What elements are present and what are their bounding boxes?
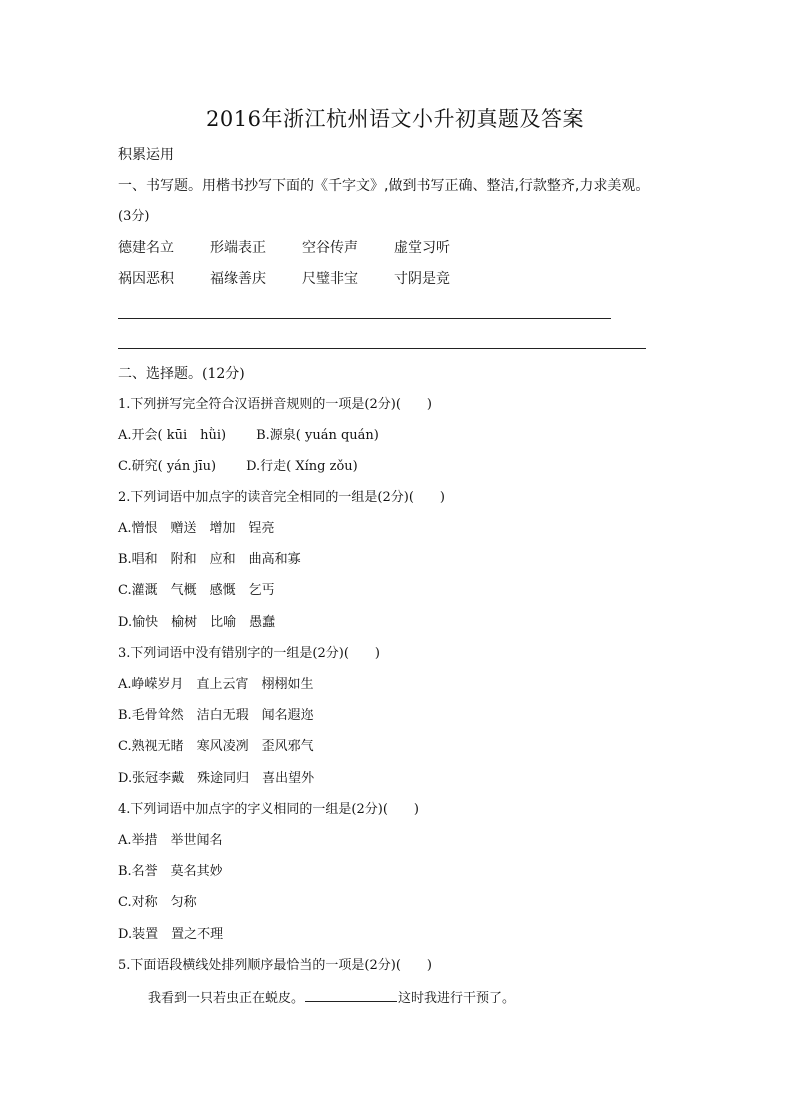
item-4-option-c: C.对称 匀称 — [118, 895, 197, 910]
item-4-option-d: D.装置 置之不理 — [118, 927, 224, 942]
item-1-stem: 1.下列拼写完全符合汉语拼音规则的一项是(2分)( ) — [118, 397, 432, 412]
item-5-stem: 5.下面语段横线处排列顺序最恰当的一项是(2分)( ) — [118, 958, 432, 973]
copy-phrase: 福缘善庆 — [210, 271, 266, 287]
item-3-stem: 3.下列词语中没有错别字的一组是(2分)( ) — [118, 646, 380, 661]
copy-phrase: 形端表正 — [210, 240, 266, 256]
option-b: B.源泉( yuán quán) — [256, 428, 379, 443]
passage-after-blank: 这时我进行干预了。 — [398, 991, 516, 1006]
item-2-stem: 2.下列词语中加点字的读音完全相同的一组是(2分)( ) — [118, 490, 445, 505]
item-2-option-c: C.灌溉 气概 感慨 乞丐 — [118, 583, 275, 598]
item-2-option-a: A.憎恨 赠送 增加 锃亮 — [118, 521, 275, 536]
copy-row-1 — [118, 238, 450, 258]
item-1-options-cd — [118, 457, 358, 477]
option-d: D.行走( Xíng zǒu) — [246, 459, 358, 474]
page-title: 2016年浙江杭州语文小升初真题及答案 — [206, 107, 584, 131]
passage-before-blank: 我看到一只若虫正在蜕皮。 — [148, 991, 305, 1006]
section-heading: 积累运用 — [118, 147, 174, 163]
copy-phrase: 虚堂习听 — [394, 240, 450, 256]
item-3-option-b: B.毛骨耸然 洁白无瑕 闻名遐迩 — [118, 708, 314, 723]
copy-phrase: 祸因恶积 — [118, 271, 174, 287]
item-4-option-a: A.举措 举世闻名 — [118, 833, 223, 848]
copy-phrase: 寸阴是竞 — [394, 271, 450, 287]
question-2-heading: 二、选择题。(12分) — [118, 366, 245, 382]
question-1-score: (3分) — [118, 209, 150, 224]
item-2-option-b: B.唱和 附和 应和 曲高和寡 — [118, 552, 301, 567]
item-3-option-d: D.张冠李戴 殊途同归 喜出望外 — [118, 771, 315, 786]
fill-in-blank — [305, 987, 397, 1002]
item-4-stem: 4.下列词语中加点字的字义相同的一组是(2分)( ) — [118, 802, 419, 817]
question-1-heading: 一、书写题。用楷书抄写下面的《千字文》,做到书写正确、整洁,行款整齐,力求美观。 — [118, 178, 650, 194]
item-5-passage — [148, 987, 515, 1009]
copy-phrase: 德建名立 — [118, 240, 174, 256]
option-c: C.研究( yán jīu) — [118, 459, 217, 474]
item-3-option-c: C.熟视无睹 寒风凌冽 歪风邪气 — [118, 739, 314, 754]
copy-row-2 — [118, 269, 450, 289]
item-1-options-ab — [118, 426, 379, 446]
item-4-option-b: B.名誉 莫名其妙 — [118, 864, 223, 879]
item-3-option-a: A.峥嵘岁月 直上云宵 栩栩如生 — [118, 677, 314, 692]
writing-line-1 — [118, 318, 611, 319]
writing-line-2 — [118, 348, 646, 349]
copy-phrase: 空谷传声 — [302, 240, 358, 256]
option-a: A.开会( kūi hǜi) — [118, 428, 227, 443]
copy-phrase: 尺璧非宝 — [302, 271, 358, 287]
item-2-option-d: D.愉快 榆树 比喻 愚蠢 — [118, 615, 276, 630]
